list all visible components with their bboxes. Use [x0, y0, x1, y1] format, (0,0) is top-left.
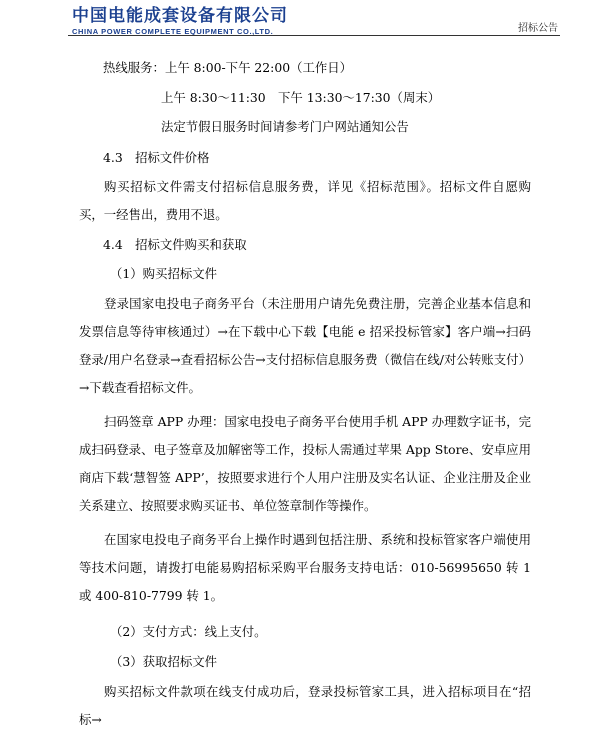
company-name-cn: 中国电能成套设备有限公司	[72, 6, 288, 26]
company-name-en: CHINA POWER COMPLETE EQUIPMENT CO.,LTD.	[72, 27, 274, 36]
tech-support-paragraph: 在国家电投电子商务平台上操作时遇到包括注册、系统和投标管家客户端使用等技术问题，请拨打电能易购招标采购平台服务支持电话：010-56995650 转 1 或 400-810-7799 转 1。	[79, 532, 531, 603]
document-type-label: 招标公告	[518, 23, 558, 34]
price-paragraph: 购买招标文件需支付招标信息服务费，详见《招标范围》。招标文件自愿购买，一经售出，费用不退。	[79, 179, 531, 222]
hotline-weekday: 热线服务：上午 8:00-下午 22:00（工作日）	[103, 60, 353, 75]
hotline-holiday: 法定节假日服务时间请参考门户网站通知公告	[161, 119, 409, 134]
hotline-weekend: 上午 8:30～11:30 下午 13:30～17:30（周末）	[161, 90, 441, 105]
subsection-purchase-heading: （1）购买招标文件	[110, 266, 218, 281]
section-4-3-heading: 4.3 招标文件价格	[103, 150, 210, 165]
signature-app-paragraph: 扫码签章 APP 办理：国家电投电子商务平台使用手机 APP 办理数字证书，完成扫码登录、电子签章及加解密等工作，投标人需通过苹果 App Store、安卓应用商店下载‘慧智签 APP’，按照要求进行个人用户注册及实名认证、企业注册及企业关系建立、按照要求购买证书、单位签章制作等操作。	[79, 414, 531, 513]
obtain-paragraph: 购买招标文件款项在线支付成功后，登录投标管家工具，进入招标项目在“招标→	[79, 684, 531, 727]
payment-method-line: （2）支付方式：线上支付。	[110, 624, 267, 639]
login-steps-paragraph: 登录国家电投电子商务平台（未注册用户请先免费注册，完善企业基本信息和发票信息等待审核通过）→在下载中心下载【电能 e 招采投标管家】客户端→扫码登录/用户名登录→查看招标公告→支付招标信息服务费（微信在线/对公转账支付）→下载查看招标文件。	[79, 296, 531, 395]
section-4-4-heading: 4.4 招标文件购买和获取	[103, 237, 247, 252]
subsection-obtain-heading: （3）获取招标文件	[110, 654, 218, 669]
